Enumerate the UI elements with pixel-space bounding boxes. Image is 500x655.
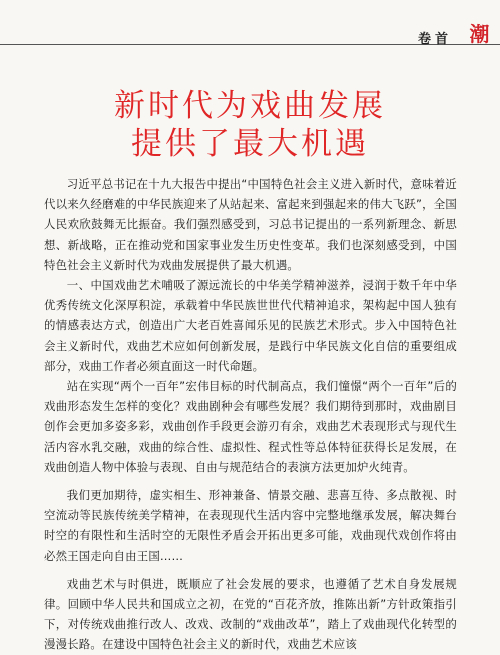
section-label: 卷首 — [417, 32, 452, 47]
paragraph: 戏曲艺术与时俱进，既顺应了社会发展的要求，也遵循了艺术自身发展规律。回顾中华人民共和国成立之初，在党的“百花齐放，推陈出新”方针政策指引下，对传统戏曲推行改人、改戏、改制的“戏曲改革”，踏上了戏曲现代化转型的漫漫长路。在建设中国特色社会主义的新时代，戏曲艺术应该 — [44, 576, 457, 652]
article-title-line-1: 新时代为戏曲发展 — [114, 88, 386, 124]
paragraph: 一、中国戏曲艺术哺吸了源远流长的中华美学精神滋养，浸润于数千年中华优秀传统文化深厚积淀，承载着中华民族世世代代精神追求，架构起中国人独有的情感表达方式，创造出广大老百姓喜闻乐见的民族艺术形式。步入中国特色社会主义新时代，戏曲艺术应如何创新发展，是践行中华民族文化自信的重要组成部分，戏曲工作者必须直面这一时代命题。 — [44, 278, 457, 373]
article-title-line-2: 提供了最大机遇 — [131, 126, 369, 162]
paragraph: 我们更加期待，虚实相生、形神兼备、情景交融、悲喜互待、多点散视、时空流动等民族传统美学精神，在表现现代生活内容中完整地继承发展，解决舞台时空的有限性和生活时空的无限性矛盾会开拓出更多可能，戏曲现代戏创作将由必然王国走向自由王国…… — [44, 488, 457, 563]
paragraph: 习近平总书记在十九大报告中提出“中国特色社会主义进入新时代，意味着近代以来久经磨难的中华民族迎来了从站起来、富起来到强起来的伟大飞跃”，全国人民欢欣鼓舞无比振奋。我们强烈感受到，习总书记提出的一系列新理念、新思想、新战略，正在推动党和国家事业发生历史性变革。我们也深刻感受到，中国特色社会主义新时代为戏曲发展提供了最大机遇。 — [44, 177, 457, 272]
article-body — [44, 174, 457, 655]
magazine-logo: 潮 — [469, 22, 489, 46]
paragraph: 站在实现“两个一百年”宏伟目标的时代制高点，我们憧憬“两个一百年”后的戏曲形态发生怎样的变化？戏曲剧种会有哪些发展？我们期待到那时，戏曲剧目创作会更加多姿多彩，戏曲创作手段更会游刃有余，戏曲艺术表现形式与现代生活内容水乳交融，戏曲的综合性、虚拟性、程式性等总体特征获得长足发展，在戏曲创造人物中体验与表现、自由与规范结合的表演方法更加炉火纯青。 — [44, 379, 457, 474]
